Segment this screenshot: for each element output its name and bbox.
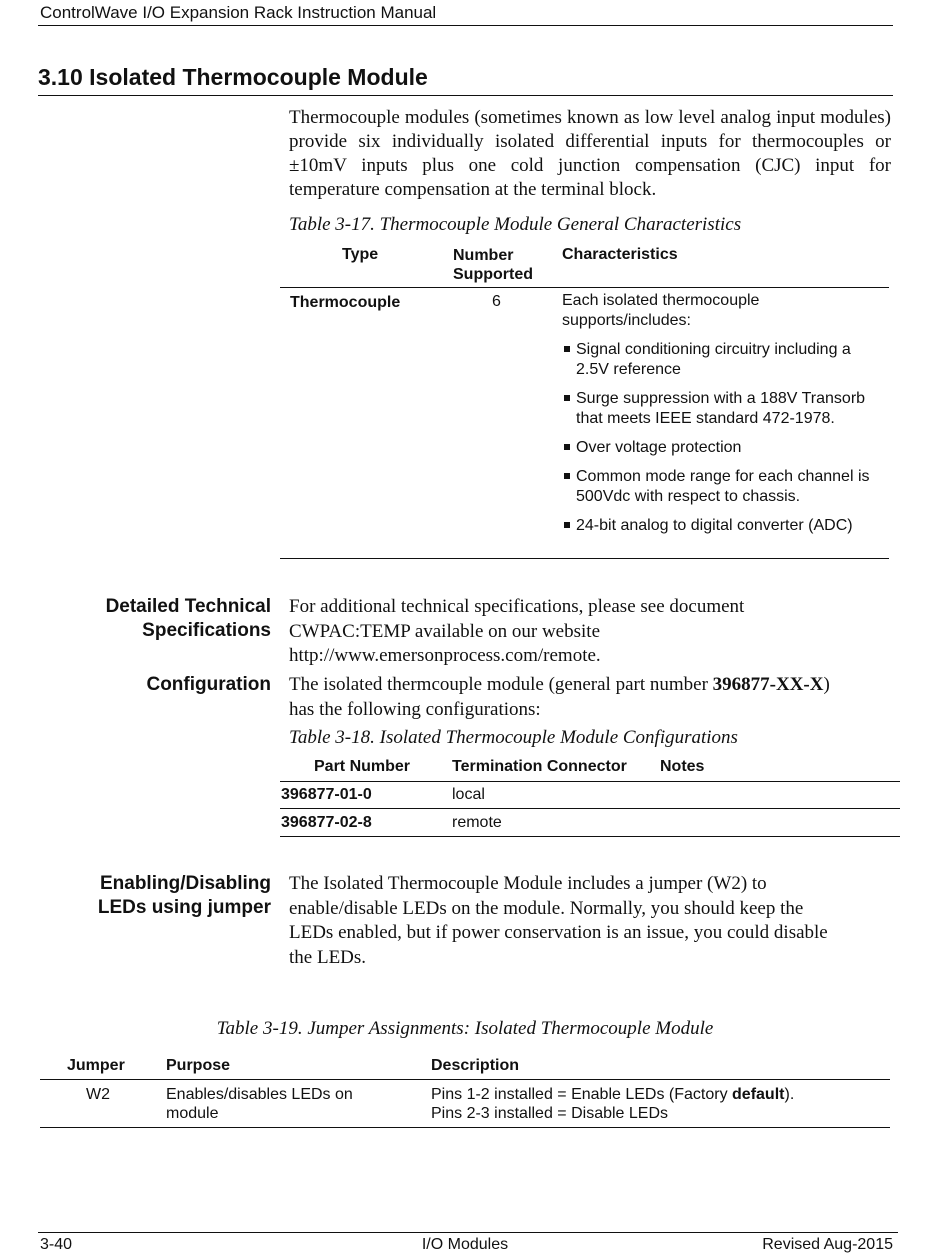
bullet-text: 24-bit analog to digital converter (ADC) [576, 517, 853, 534]
bullet-square-icon [564, 522, 570, 528]
table-19-header-description: Description [431, 1057, 520, 1074]
leds-heading-line1: Enabling/Disabling [99, 873, 271, 894]
details-heading [31, 595, 271, 643]
table-18-cell-part: 396877-02-8 [281, 814, 372, 831]
table-17-header-number-line2: Supported [453, 266, 533, 283]
footer-chapter: I/O Modules [421, 1236, 509, 1253]
table-19-cell-jumper: W2 [86, 1086, 110, 1103]
running-header: ControlWave I/O Expansion Rack Instruction Manual [40, 3, 437, 22]
table-18-bottom-rule [280, 836, 900, 837]
bullet-square-icon [564, 473, 570, 479]
table-19-header-rule [40, 1079, 890, 1080]
bullet-text: Common mode range for each channel is 500Vdc with respect to chassis. [576, 468, 870, 505]
details-heading-line1: Detailed Technical [105, 596, 271, 617]
table-18-header-notes: Notes [660, 758, 705, 775]
bullet-text: Over voltage protection [576, 439, 742, 456]
table-17-bottom-rule [280, 558, 889, 559]
table-19-cell-description [431, 1085, 794, 1123]
table-18-header-part: Part Number [314, 758, 411, 775]
list-item [562, 340, 884, 380]
description-default: default [732, 1086, 785, 1103]
table-19-header-jumper: Jumper [67, 1057, 125, 1074]
table-17-header-number [453, 246, 533, 284]
configuration-line: has the following configurations: [289, 698, 541, 720]
leds-line: enable/disable LEDs on the module. Normally, you should keep the [289, 897, 804, 919]
table-17-header-rule [280, 287, 889, 288]
configuration-text-end: ) [823, 674, 830, 695]
intro-paragraph: Thermocouple modules (sometimes known as low level analog input modules) provide six individually isolated differential inputs for thermocouples or ±10mV inputs plus one cold junction compensation (CJC) input for temperature compensation at the terminal block. [289, 107, 891, 200]
list-item [562, 516, 884, 536]
table-17-header-type: Type [342, 246, 379, 263]
footer-rule [38, 1232, 898, 1233]
website-link[interactable]: http://www.emersonprocess.com/remote. [289, 645, 601, 666]
table-19-caption: Table 3-19. Jumper Assignments: Isolated Thermocouple Module [216, 1018, 714, 1039]
configuration-text: The isolated thermcouple module (general part number [289, 674, 713, 695]
description-text-end: ). [784, 1086, 795, 1103]
bullet-square-icon [564, 346, 570, 352]
header-rule [38, 25, 893, 26]
description-text: Pins 1-2 installed = Enable LEDs (Factory [431, 1086, 733, 1103]
table-17-caption: Table 3-17. Thermocouple Module General Characteristics [289, 214, 742, 235]
table-19-cell-purpose [166, 1085, 353, 1123]
table-19-header-purpose: Purpose [166, 1057, 231, 1074]
table-17-bullet-list [562, 340, 884, 545]
bullet-square-icon [564, 395, 570, 401]
details-heading-line2: Specifications [142, 620, 271, 641]
leds-line: LEDs enabled, but if power conservation is an issue, you could disable [289, 922, 828, 943]
leds-line: The Isolated Thermocouple Module includes a jumper (W2) to [289, 873, 767, 894]
table-18-cell-termination: remote [452, 814, 502, 831]
table-17-header-characteristics: Characteristics [562, 246, 678, 263]
configuration-line [289, 673, 889, 698]
table-19-purpose-line: Enables/disables LEDs on [166, 1086, 353, 1103]
list-item [562, 467, 884, 507]
details-paragraph [289, 595, 889, 669]
section-title: 3.10 Isolated Thermocouple Module [38, 64, 428, 90]
table-17-header-number-line1: Number [453, 247, 514, 264]
table-19-bottom-rule [40, 1127, 890, 1128]
details-line: For additional technical specifications, please see document [289, 596, 745, 617]
table-18-header-rule [280, 781, 900, 782]
table-18-cell-part: 396877-01-0 [281, 786, 372, 803]
table-19-description-line [431, 1085, 794, 1104]
table-17-cell-number: 6 [492, 293, 501, 310]
table-18-header-termination: Termination Connector [452, 758, 627, 775]
configuration-heading: Configuration [146, 674, 271, 695]
table-17-cell-type: Thermocouple [290, 294, 401, 311]
details-line: CWPAC:TEMP available on our website [289, 620, 601, 642]
leds-heading [31, 872, 271, 920]
leds-paragraph [289, 872, 899, 970]
table-19-purpose-line: module [166, 1105, 219, 1122]
footer-revision: Revised Aug-2015 [762, 1236, 893, 1253]
bullet-text: Surge suppression with a 188V Transorb that meets IEEE standard 472-1978. [576, 390, 866, 427]
footer-page-number: 3-40 [40, 1236, 73, 1253]
leds-line: the LEDs. [289, 946, 367, 968]
section-title-rule [38, 95, 893, 96]
bullet-text: Signal conditioning circuitry including a 2.5V reference [576, 341, 851, 378]
bullet-square-icon [564, 444, 570, 450]
leds-heading-line2: LEDs using jumper [97, 897, 271, 918]
list-item [562, 438, 884, 458]
table-19-description-line: Pins 2-3 installed = Disable LEDs [431, 1105, 669, 1122]
table-18-caption: Table 3-18. Isolated Thermocouple Module Configurations [289, 727, 738, 748]
list-item [562, 389, 884, 429]
general-part-number: 396877-XX-X [712, 674, 824, 695]
table-18-cell-termination: local [452, 786, 485, 803]
table-18-row-rule [280, 808, 900, 809]
table-17-cell-lead: Each isolated thermocouple supports/includes: [562, 292, 760, 329]
configuration-paragraph [289, 673, 889, 722]
